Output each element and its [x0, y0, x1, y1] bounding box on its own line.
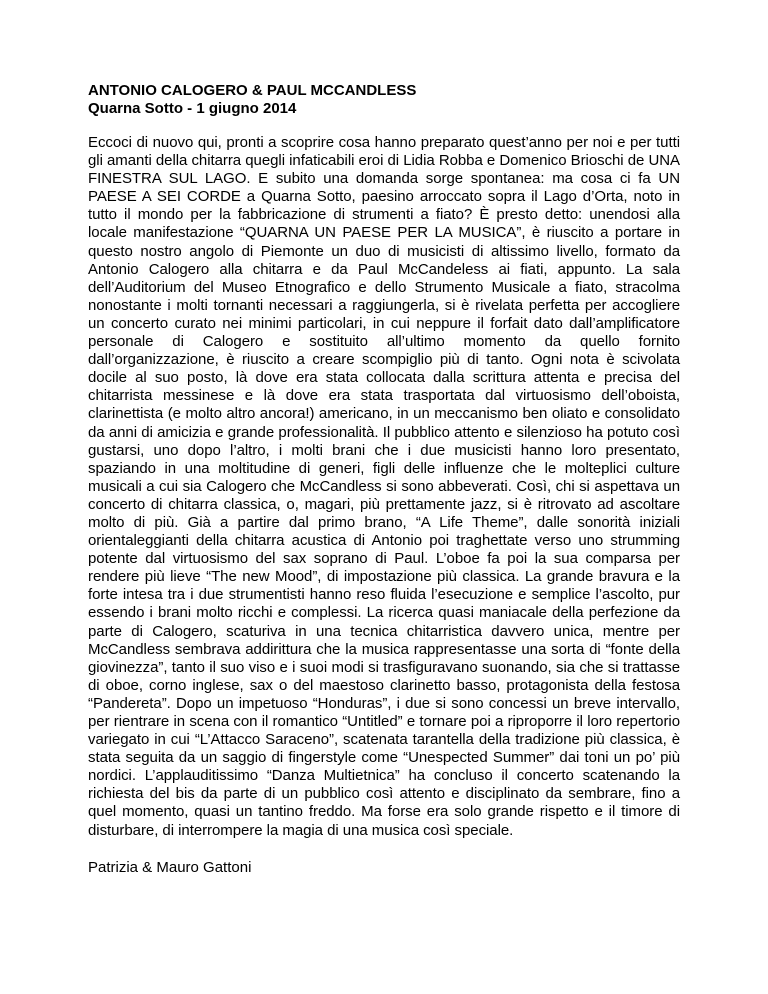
document-page [88, 82, 680, 877]
document-subtitle: Quarna Sotto - 1 giugno 2014 [88, 100, 297, 117]
document-title: ANTONIO CALOGERO & PAUL MCCANDLESS [88, 82, 417, 99]
author-signature: Patrizia & Mauro Gattoni [88, 858, 252, 876]
article-body: Eccoci di nuovo qui, pronti a scoprire cosa hanno preparato quest’anno per noi e per tutti gli amanti della chitarra quegli infaticabili eroi di Lidia Robba e Domenico Brioschi de UNA FINESTRA SUL LAGO. E subito una domanda sorge spontanea: ma cosa ci fa UN PAESE A SEI CORDE a Quarna Sotto, paesino arroccato sopra il Lago d’Orta, noto in tutto il mondo per la fabbricazione di strumenti a fiato? È presto detto: unendosi alla locale manifestazione “QUARNA UN PAESE PER LA MUSICA”, è riuscito a portare in questo nostro angolo di Piemonte un duo di musicisti di altissimo livello, formato da Antonio Calogero alla chitarra e da Paul McCandeless ai fiati, appunto. La sala dell’Auditorium del Museo Etnografico e dello Strumento Musicale a fiato, stracolma nonostante i molti tornanti necessari a raggiungerla, si è rivelata perfetta per accogliere un concerto curato nei minimi particolari, in cui neppure il forfait dato dall’amplificatore personale di Calogero e sostituito all’ultimo momento da quello fornito dall’organizzazione, è riuscito a creare scompiglio più di tanto. Ogni nota è scivolata docile al suo posto, là dove era stata collocata dalla scrittura attenta e precisa del chitarrista messinese e là dove era stata trasportata dal virtuosismo dell’oboista, clarinettista (e molto altro ancora!) americano, in un meccanismo ben oliato e consolidato da anni di amicizia e grande professionalità. Il pubblico attento e silenzioso ha potuto così gustarsi, uno dopo l’altro, i molti brani che i due musicisti hanno loro presentato, spaziando in una moltitudine di generi, figli delle influenze che le molteplici culture musicali a cui sia Calogero che McCandless si sono abbeverati. Così, chi si aspettava un concerto di chitarra classica, o, magari, più prettamente jazz, si è ritrovato ad ascoltare molto di più. Già a partire dal primo brano, “A Life Theme”, dalle sonorità iniziali orientaleggianti della chitarra acustica di Antonio poi traghettate verso uno strumming potente dal virtuosismo del sax soprano di Paul. L’oboe fa poi la sua comparsa per rendere più lieve “The new Mood”, di impostazione più classica. La grande bravura e la forte intesa tra i due strumentisti hanno reso fluida l’esecuzione e semplice l’ascolto, pur essendo i brani molto ricchi e complessi. La ricerca quasi maniacale della perfezione da parte di Calogero, scaturiva in una tecnica chitarristica davvero unica, mentre per McCandless sembrava addirittura che la musica rappresentasse una sorta di “fonte della giovinezza”, tanto il suo viso e i suoi modi si trasfiguravano suonando, sia che si trattasse di oboe, corno inglese, sax o del maestoso clarinetto basso, protagonista della festosa “Pandereta”. Dopo un impetuoso “Honduras”, i due si sono concessi un breve intervallo, per rientrare in scena con il romantico “Untitled” e tornare poi a riproporre il loro repertorio variegato in cui “L’Attacco Saraceno”, scatenata tarantella della tradizione più classica, è stata seguita da un saggio di fingerstyle come “Unespected Summer” dai toni un po’ più nordici. L’applauditissimo “Danza Multietnica” ha concluso il concerto scatenando la richiesta del bis da parte di un pubblico così attento e disciplinato da sembrare, fino a quel momento, quasi un tantino freddo. Ma forse era solo grande rispetto e il timore di disturbare, di interrompere la magia di una musica così speciale. [88, 134, 680, 839]
